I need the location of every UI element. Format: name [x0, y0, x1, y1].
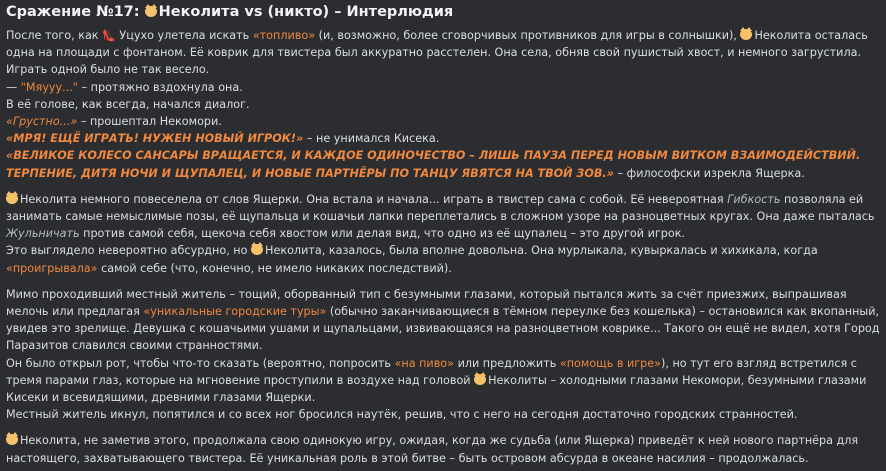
paragraph-2 — [6, 191, 880, 277]
text: против самой себя, щекоча себя хвостом или делая вид, что одно из её щупалец – это другой игрок. — [83, 227, 686, 241]
text: ), но тут его взгляд встретился с тремя парами глаз, которые на мгновение проступили в воздухе над головой — [6, 356, 857, 387]
cat-face-icon — [145, 6, 157, 17]
cat-face-icon — [6, 434, 18, 445]
quote-meow: "Мяууу..." — [20, 80, 78, 94]
skill-cheating: Жульничать — [6, 227, 80, 241]
text: Уцухо улетела искать — [119, 29, 250, 42]
quote-lizard: «ВЕЛИКОЕ КОЛЕСО САНСАРЫ ВРАЩАЕТСЯ, И КАЖДОЕ ОДИНОЧЕСТВО – ЛИШЬ ПАУЗА ПЕРЕД НОВЫМ ВИТКОМ ВЗАИМОДЕЙСТВИЙ. ТЕРПЕНИЕ, ДИТЯ НОЧИ И ЩУПАЛЕЦ, И НОВЫЕ ПАРТНЁРЫ ПО ТАНЦУ ЯВЯТСЯ НА ТВОЙ ЗОВ.» — [6, 149, 861, 180]
text: Неколиты – холодными глазами Некомори, безумными глазами Кисеки и всевидящими, древними глазами Ящерки. — [6, 373, 867, 405]
paragraph-4 — [6, 432, 880, 466]
highlight-losing: «проигрывала» — [6, 261, 98, 275]
line-kiseka — [6, 130, 880, 147]
highlight-tours: «уникальные городские туры» — [143, 305, 327, 319]
text: позволяла ей занимать самые немыслимые позы, её щупальца и кошачьи лапки переплетались в сложном узоре на разноцветных кругах. Она даже пыталась — [6, 192, 875, 224]
page-title — [6, 3, 880, 21]
quote-kiseka: «МРЯ! ЕЩЁ ИГРАТЬ! НУЖЕН НОВЫЙ ИГРОК!» — [6, 132, 304, 146]
text: – не унимался Кисека. — [303, 132, 440, 146]
text: Он было открыл рот, чтобы что-то сказать (вероятно, попросить — [6, 356, 391, 370]
text: самой себе (что, конечно, не имело никаких последствий). — [101, 261, 452, 275]
text: – философски изрекла Ящерка. — [613, 166, 805, 180]
line-flee: Местный житель икнул, попятился и со всех ног бросился наутёк, решив, что с него на сегодня достаточно городских странностей. — [6, 408, 798, 422]
text: – прошептал Некомори. — [77, 115, 222, 129]
line-nekomori — [6, 113, 880, 130]
cat-face-icon — [740, 29, 752, 40]
cat-face-icon — [6, 193, 18, 204]
quote-nekomori: «Грустно...» — [6, 115, 78, 129]
text: – протяжно вздохнула она. — [77, 80, 243, 94]
paragraph-3 — [6, 286, 880, 424]
highlight-beer: «на пиво» — [394, 356, 454, 370]
text: Неколита немного повеселела от слов Ящерки. Она встала и начала... играть в твистер сама с собой. Её невероятная — [20, 192, 724, 206]
text: (обычно заканчивающиеся в тёмном переулке без кошелька) – остановился как вкопанный, увидев это зрелище. Девушка с кошачьими ушами и щупальцами, извивающаяся на разноцветном коврике... Такого он ещё не видел, хотя Город Паразитов славился своими странностями. — [6, 305, 880, 353]
highlight-help: «помощь в игре» — [559, 356, 661, 370]
line-absurd — [6, 242, 880, 276]
text: (и, возможно, более сговорчивых противников для игры в солнышки), — [318, 29, 737, 42]
text: Это выглядело невероятно абсурдно, но — [6, 244, 248, 258]
text: Мимо проходивший местный житель – тощий, оборванный тип с безумными глазами, который пытался жить за счёт приезжих, выпрашивая мелочь или предлагая — [6, 287, 847, 319]
line-lizard — [6, 147, 880, 181]
line-dialog: В её голове, как всегда, начался диалог. — [6, 97, 250, 111]
text: После того, как — [6, 29, 99, 42]
text: Неколита осталась одна на площади с фонтаном. Её коврик для твистера был аккуратно расстелен. Она села, обняв свой пушистый хвост, и немного загрустила. Играть одной было не так весело. — [6, 29, 868, 77]
cat-face-icon — [474, 374, 486, 385]
text: или предложить — [457, 356, 557, 370]
title-text: Неколита vs (никто) – Интерлюдия — [158, 4, 454, 20]
title-prefix: Сражение №17: — [6, 4, 140, 20]
dash: — — [6, 80, 21, 94]
line-eyes — [6, 355, 880, 407]
highlight-text: «топливо» — [252, 29, 316, 42]
text: Неколита, не заметив этого, продолжала свою одинокую игру, ожидая, когда же судьба (или Ящерка) приведёт к ней нового партнёра для настоящего, захватывающего твистера. Её уникальная роль в этой битве – быть островом абсурда в океане насилия – продолжалась. — [6, 434, 859, 465]
cat-face-icon — [251, 244, 263, 255]
paragraph-1 — [6, 27, 880, 182]
line-sigh — [6, 79, 880, 96]
text: Неколита, казалось, была вполне довольна. Она мурлыкала, кувыркалась и хихикала, когда — [265, 244, 818, 258]
skill-flexibility: Гибкость — [727, 192, 781, 206]
high-heel-icon: 👠 — [102, 29, 116, 42]
